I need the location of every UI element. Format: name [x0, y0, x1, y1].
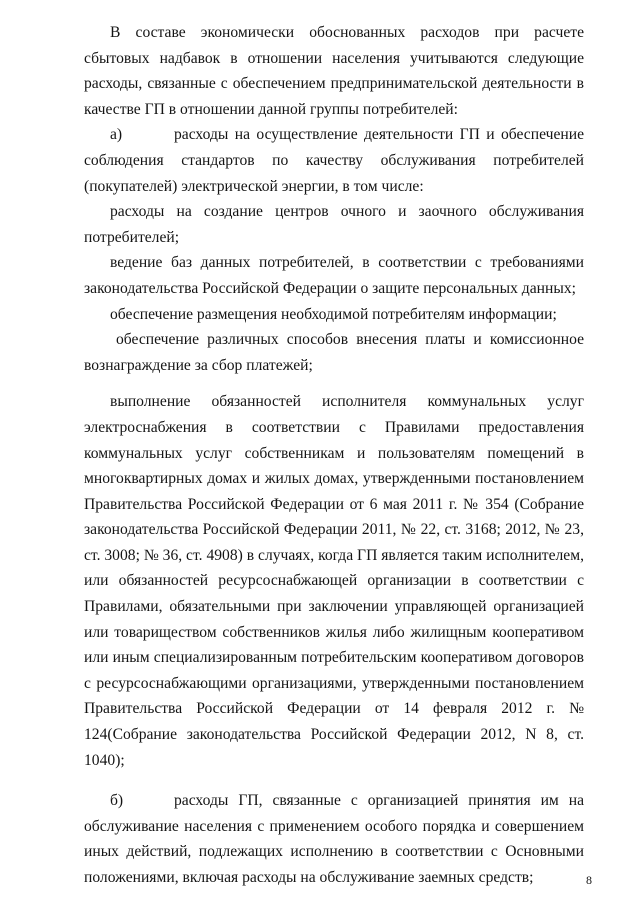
page-number: 8	[586, 873, 592, 887]
item-a-label: а)	[110, 126, 123, 144]
paragraph-utility-duties: выполнение обязанностей исполнителя коммунальных услуг электроснабжения в соответствии с Правилами предоставления коммунальных услуг собственникам и пользователям помещений в многоквартирных домах и жилых домах, утвержденными постановлением Правительства Российской Федерации от 6 мая 2011 г. № 354 (Собрание законодательства Российской Федерации 2011, № 22, ст. 3168; 2012, № 23, ст. 3008; № 36, ст. 4908) в случаях, когда ГП является таким исполнителем, или обязанностей ресурсоснабжающей организации в соответствии с Правилами, обязательными при заключении управляющей организацией или товариществом собственников жилья либо жилищным кооперативом или иным специализированным потребительским кооперативом договоров с ресурсоснабжающими организациями, утвержденными постановлением Правительства Российской Федерации от 14 февраля 2012 г. № 124(Собрание законодательства Российской Федерации 2012, N 8, ст. 1040);	[84, 393, 584, 769]
item-b-label: б)	[110, 792, 124, 810]
paragraph-information: обеспечение размещения необходимой потребителям информации;	[110, 305, 557, 323]
item-a	[84, 122, 584, 199]
item-b	[84, 788, 584, 890]
paragraph-service-centers: расходы на создание центров очного и заочного обслуживания потребителей;	[84, 203, 584, 246]
paragraph-databases: ведение баз данных потребителей, в соответствии с требованиями законодательства Российской Федерации о защите персональных данных;	[84, 254, 584, 297]
item-b-text: расходы ГП, связанные с организацией принятия им на обслуживание населения с применением особого порядка и совершением иных действий, подлежащих исполнению в соответствии с Основными положениями, включая расходы на обслуживание заемных средств;	[84, 792, 584, 886]
item-a-text: расходы на осуществление деятельности ГП и обеспечение соблюдения стандартов по качеству обслуживания потребителей (покупателей) электрической энергии, в том числе:	[84, 126, 584, 195]
paragraph-intro: В составе экономически обоснованных расходов при расчете сбытовых надбавок в отношении населения учитываются следующие расходы, связанные с обеспечением предпринимательской деятельности в качестве ГП в отношении данной группы потребителей:	[84, 24, 584, 118]
paragraph-payments: обеспечение различных способов внесения платы и комиссионное вознаграждение за сбор платежей;	[84, 331, 584, 374]
